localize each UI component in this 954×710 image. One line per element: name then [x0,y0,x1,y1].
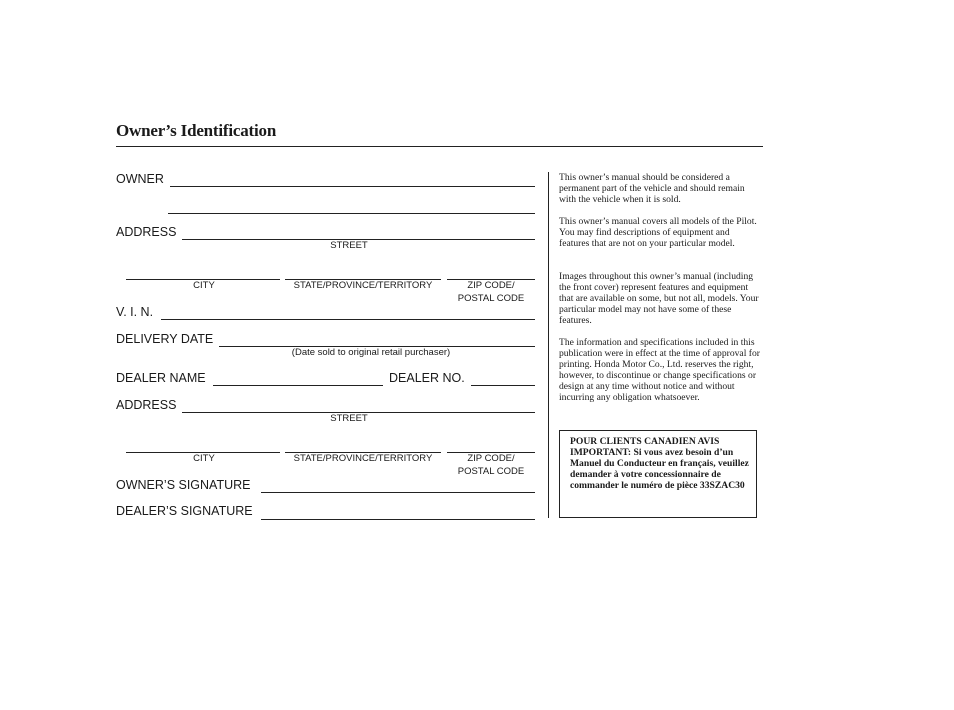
page-title: Owner’s Identification [116,121,277,140]
dealer-name-label: DEALER NAME [116,371,206,385]
column-divider [548,172,549,518]
owner-line[interactable] [170,186,535,187]
dealer-signature-line[interactable] [261,519,535,520]
state-caption: STATE/PROVINCE/TERRITORY [293,280,433,291]
zip-caption-2: POSTAL CODE [457,293,525,304]
dealer-no-line[interactable] [471,385,535,386]
note-paragraph-4: The information and specifications included in this publication were in effect at the time of approval for printing. Honda Motor Co., Ltd. reserves the right, however, to discontinue or change specifications or design at any time without notice and without incurring any obligation whatsoever. [559,337,760,403]
note-paragraph-2: This owner’s manual covers all models of the Pilot. You may find descriptions of equipment and features that are not on your particular model. [559,216,757,249]
note-paragraph-3: Images throughout this owner’s manual (including the front cover) represent features and equipment that are available on some, but not all, models. Your particular model may not have some of these features. [559,271,759,326]
canada-notice-text: POUR CLIENTS CANADIEN AVIS IMPORTANT: Si vous avez besoin d’un Manuel du Conducteur en français, veuillez demander à votre concessionnaire de commander le numéro de pièce 33SZAC30 [570,436,749,491]
owner-line-2[interactable] [168,213,535,214]
dealer-street-caption: STREET [330,413,368,424]
zip-caption-1: ZIP CODE/ [467,280,515,291]
dealer-state-caption: STATE/PROVINCE/TERRITORY [293,453,433,464]
dealer-zip-caption-2: POSTAL CODE [457,466,525,477]
dealer-name-line[interactable] [213,385,383,386]
street-caption: STREET [330,240,368,251]
city-caption: CITY [193,280,215,291]
dealer-no-label: DEALER NO. [389,371,465,385]
delivery-note: (Date sold to original retail purchaser) [291,347,451,358]
note-paragraph-1: This owner’s manual should be considered a permanent part of the vehicle and should remain with the vehicle when it is sold. [559,172,745,205]
delivery-date-label: DELIVERY DATE [116,332,214,346]
vin-line[interactable] [161,319,535,320]
address-label: ADDRESS [116,225,177,239]
owner-label: OWNER [116,172,164,186]
owner-signature-line[interactable] [261,492,535,493]
dealer-signature-label: DEALER’S SIGNATURE [116,504,253,518]
dealer-city-caption: CITY [193,453,215,464]
dealer-zip-caption-1: ZIP CODE/ [467,453,515,464]
owner-signature-label: OWNER’S SIGNATURE [116,478,251,492]
dealer-address-label: ADDRESS [116,398,177,412]
vin-label: V. I. N. [116,305,154,319]
title-rule [116,146,763,147]
